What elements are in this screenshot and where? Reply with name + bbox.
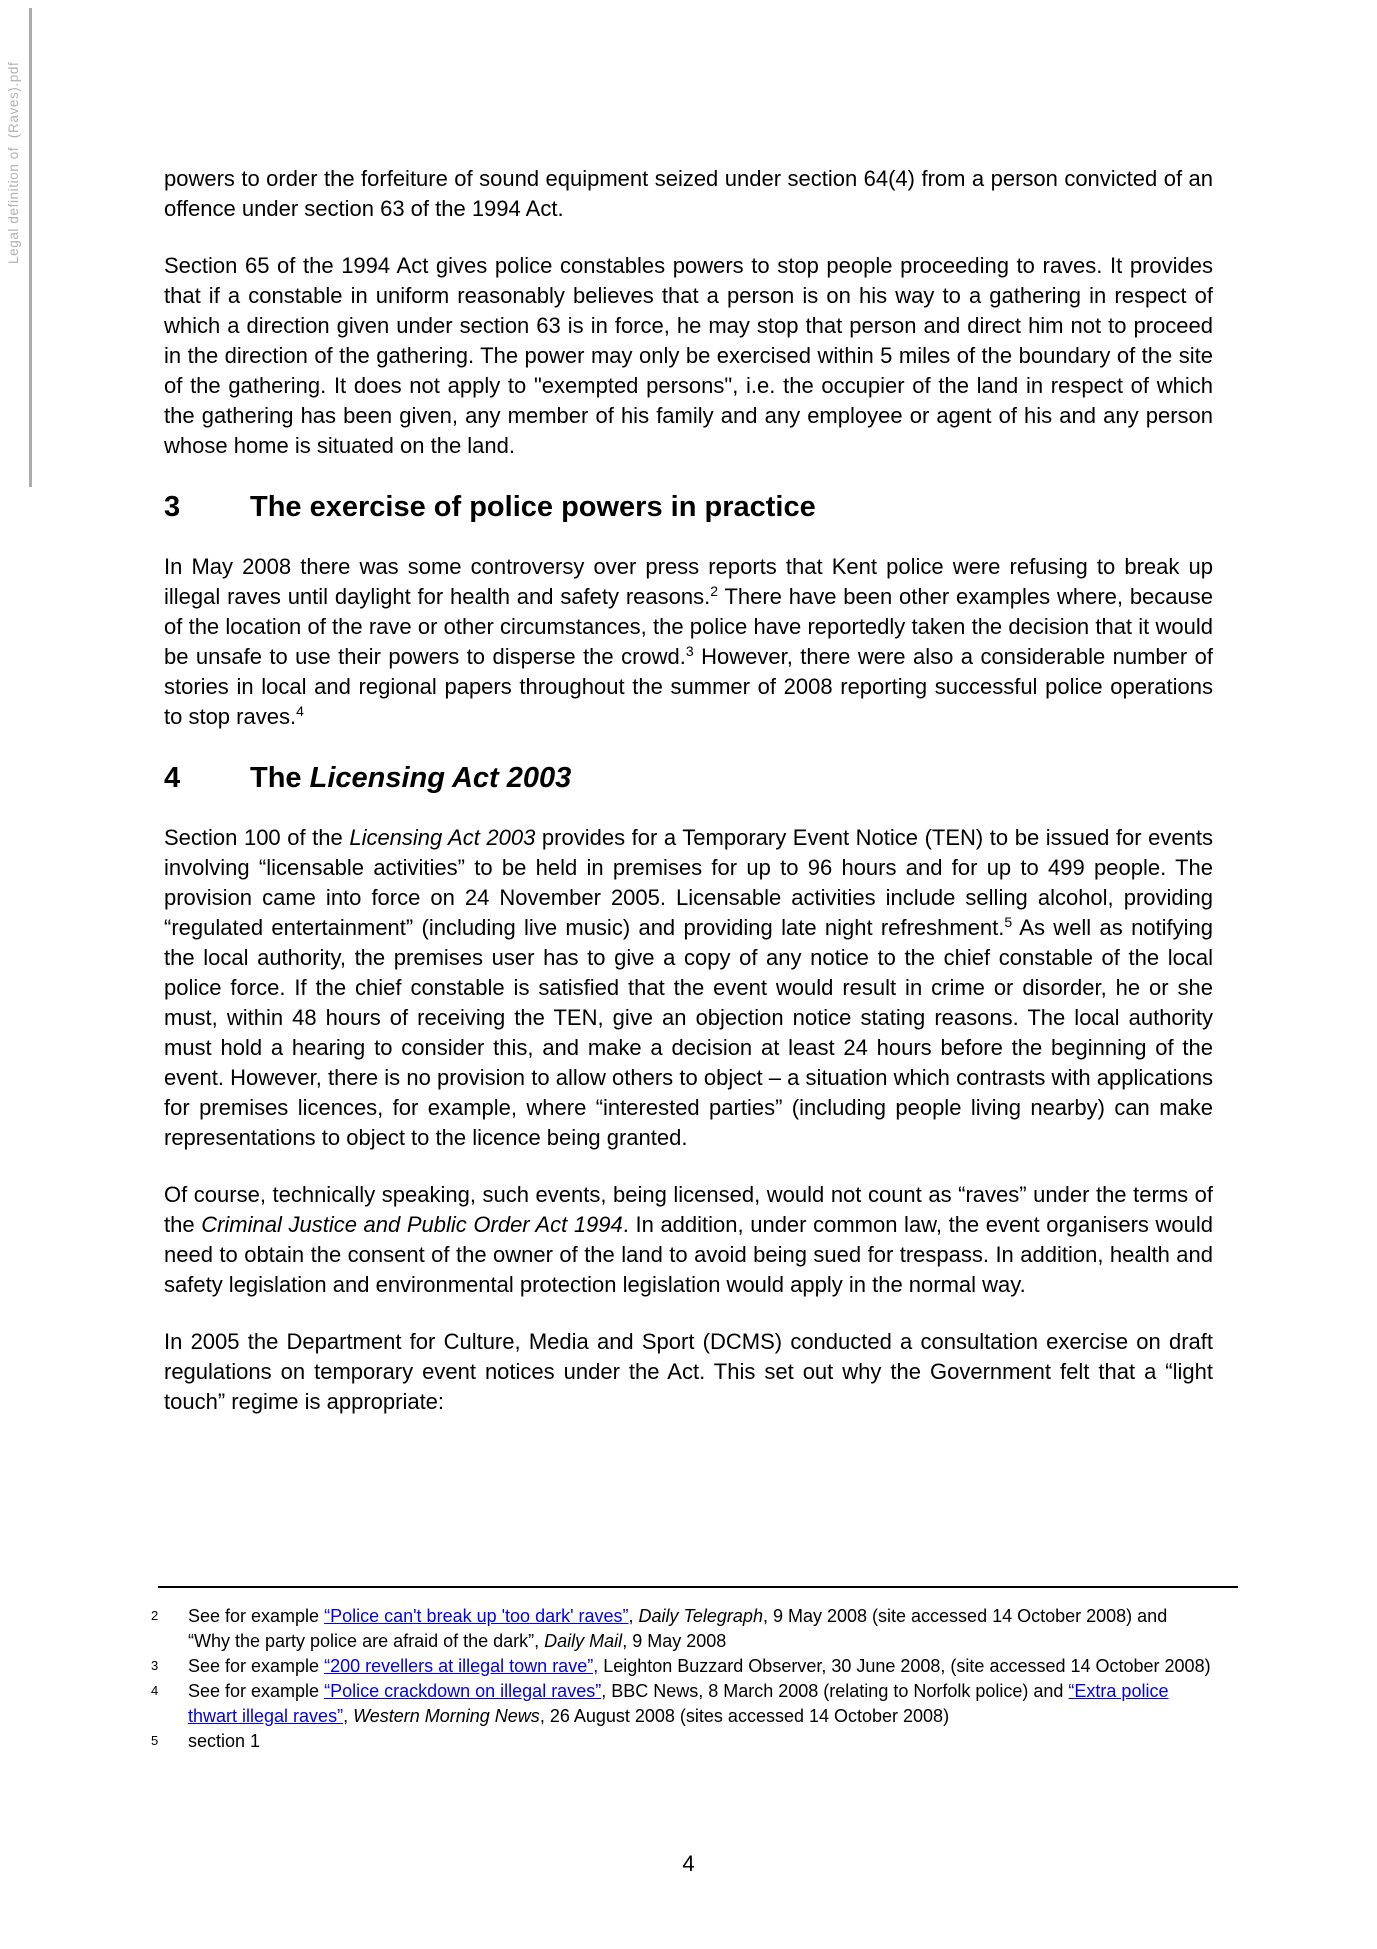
- italic-text: Licensing Act 2003: [349, 825, 536, 850]
- text-run: As well as notifying the local authority, the premises user has to give a copy of any notice to the chief constable of the local police force. If the chief constable is satisfied that the event would result in crime or disorder, he or she must, within 48 hours of receiving the TEN, give an objection notice stating reasons. The local authority must hold a hearing to consider this, and make a decision at least 24 hours before the beginning of the event. However, there is no provision to allow others to object – a situation which contrasts with applications for premises licences, for example, where “interested parties” (including people living nearby) can make representations to object to the licence being granted.: [164, 915, 1214, 1150]
- text-run: See for example: [188, 1606, 325, 1626]
- italic-text: Daily Mail: [544, 1631, 623, 1651]
- text-run: See for example: [188, 1681, 325, 1701]
- footnote-2: [150, 1604, 1213, 1654]
- italic-text: Daily Telegraph: [638, 1606, 763, 1626]
- text-run: . In addition, under common law, the event organisers would need to obtain the consent of the owner of the land to avoid being sued for trespass. In addition, health and safety legislation and environmental protection legislation would apply in the normal way.: [164, 1212, 1213, 1297]
- text-run: , 9 May 2008 (site accessed 14 October 2008) and “Why the party police are afraid of the dark”,: [188, 1606, 1168, 1651]
- footnotes-section: [150, 1586, 1213, 1754]
- text-run: In May 2008 there was some controversy over press reports that Kent police were refusing to break up illegal raves until daylight for health and safety reasons.: [164, 554, 1213, 609]
- text-run: The: [250, 762, 310, 794]
- section-3-heading: [164, 489, 1213, 525]
- sidebar-vertical-rule: [29, 8, 32, 487]
- section-4-heading: [164, 760, 1213, 796]
- text-run: section 1: [188, 1731, 261, 1751]
- footnote-ref: 5: [1004, 914, 1013, 930]
- page-number: 4: [682, 1851, 695, 1876]
- footnote-5-marker: 5: [151, 1733, 159, 1748]
- footnote-ref: 2: [710, 583, 719, 599]
- footnote-ref: 3: [685, 643, 694, 659]
- text-run: , 9 May 2008: [622, 1631, 727, 1651]
- footnote-ref: 4: [296, 703, 304, 719]
- text-run: There have been other examples where, because of the location of the rave or other circumstances, the police have reportedly taken the decision that it would be unsafe to use their powers to disperse the crowd.: [164, 584, 1213, 669]
- footnote-3-marker: 3: [151, 1658, 159, 1673]
- text-run: powers to order the forfeiture of sound equipment seized under section 64(4) from a person convicted of an offence under section 63 of the 1994 Act.: [164, 166, 1213, 221]
- section-4-title: [250, 762, 571, 794]
- text-run: The exercise of police powers in practice: [250, 491, 816, 523]
- text-run: ,: [343, 1706, 354, 1726]
- body-paragraph-1: [164, 164, 1213, 224]
- footnote-link[interactable]: “Police can't break up 'too dark' raves”: [324, 1606, 629, 1626]
- italic-text: Western Morning News: [353, 1706, 540, 1726]
- footnote-link[interactable]: “Police crackdown on illegal raves”: [324, 1681, 602, 1701]
- footnote-4: [150, 1679, 1213, 1729]
- italic-text: Criminal Justice and Public Order Act 1994: [201, 1212, 623, 1237]
- footnote-2-text: [188, 1606, 1167, 1651]
- text-run: , 26 August 2008 (sites accessed 14 October 2008): [539, 1706, 950, 1726]
- text-run: Of course, technically speaking, such events, being licensed, would not count as “raves” under the terms of the: [164, 1182, 1213, 1237]
- body-paragraph-3: [164, 552, 1213, 732]
- text-run: See for example: [188, 1656, 325, 1676]
- text-run: Section 65 of the 1994 Act gives police constables powers to stop people proceeding to raves. It provides that if a constable in uniform reasonably believes that a person is on his way to a gathering in respect of which a direction given under section 63 is in force, he may stop that person and direct him not to proceed in the direction of the gathering. The power may only be exercised within 5 miles of the boundary of the site of the gathering. It does not apply to "exempted persons", i.e. the occupier of the land in respect of which the gathering has been given, any member of his family and any employee or agent of his and any person whose home is situated on the land.: [164, 253, 1213, 458]
- text-run: However, there were also a considerable number of stories in local and regional papers throughout the summer of 2008 reporting successful police operations to stop raves.: [164, 644, 1214, 729]
- section-4-number: 4: [164, 762, 181, 794]
- text-run: ,: [628, 1606, 639, 1626]
- body-paragraph-4: [164, 823, 1213, 1153]
- text-run: In 2005 the Department for Culture, Media and Sport (DCMS) conducted a consultation exercise on draft regulations on temporary event notices under the Act. This set out why the Government felt that a “light touch” regime is appropriate:: [164, 1329, 1213, 1414]
- section-3-number: 3: [164, 491, 181, 523]
- body-paragraph-2: [164, 251, 1213, 461]
- footnote-3-text: [188, 1656, 1211, 1676]
- body-paragraph-5: [164, 1180, 1213, 1300]
- footnote-4-text: [188, 1681, 1168, 1726]
- footnote-5-text: [188, 1731, 260, 1751]
- footnote-link[interactable]: “200 revellers at illegal town rave”,: [324, 1656, 599, 1676]
- file-name-vertical-label: Legal definition of (Raves).pdf: [6, 61, 21, 264]
- text-run: Leighton Buzzard Observer, 30 June 2008, (site accessed 14 October 2008): [598, 1656, 1211, 1676]
- text-run: provides for a Temporary Event Notice (TEN) to be issued for events involving “licensable activities” to be held in premises for up to 96 hours and for up to 499 people. The provision came into force on 24 November 2005. Licensable activities include selling alcohol, providing “regulated entertainment” (including live music) and providing late night refreshment.: [164, 825, 1214, 940]
- section-3-title: [250, 491, 816, 523]
- italic-text: Licensing Act 2003: [309, 762, 572, 794]
- footnote-separator: [158, 1586, 1238, 1588]
- document-content: [164, 164, 1213, 1417]
- footnote-5: [150, 1729, 1213, 1754]
- text-run: , BBC News, 8 March 2008 (relating to Norfolk police) and: [601, 1681, 1069, 1701]
- text-run: Section 100 of the: [164, 825, 350, 850]
- footnote-link[interactable]: “Extra police thwart illegal raves”: [188, 1681, 1169, 1726]
- footnote-2-marker: 2: [151, 1608, 159, 1623]
- footnote-4-marker: 4: [151, 1683, 159, 1698]
- body-paragraph-6: [164, 1327, 1213, 1417]
- footnote-3: [150, 1654, 1213, 1679]
